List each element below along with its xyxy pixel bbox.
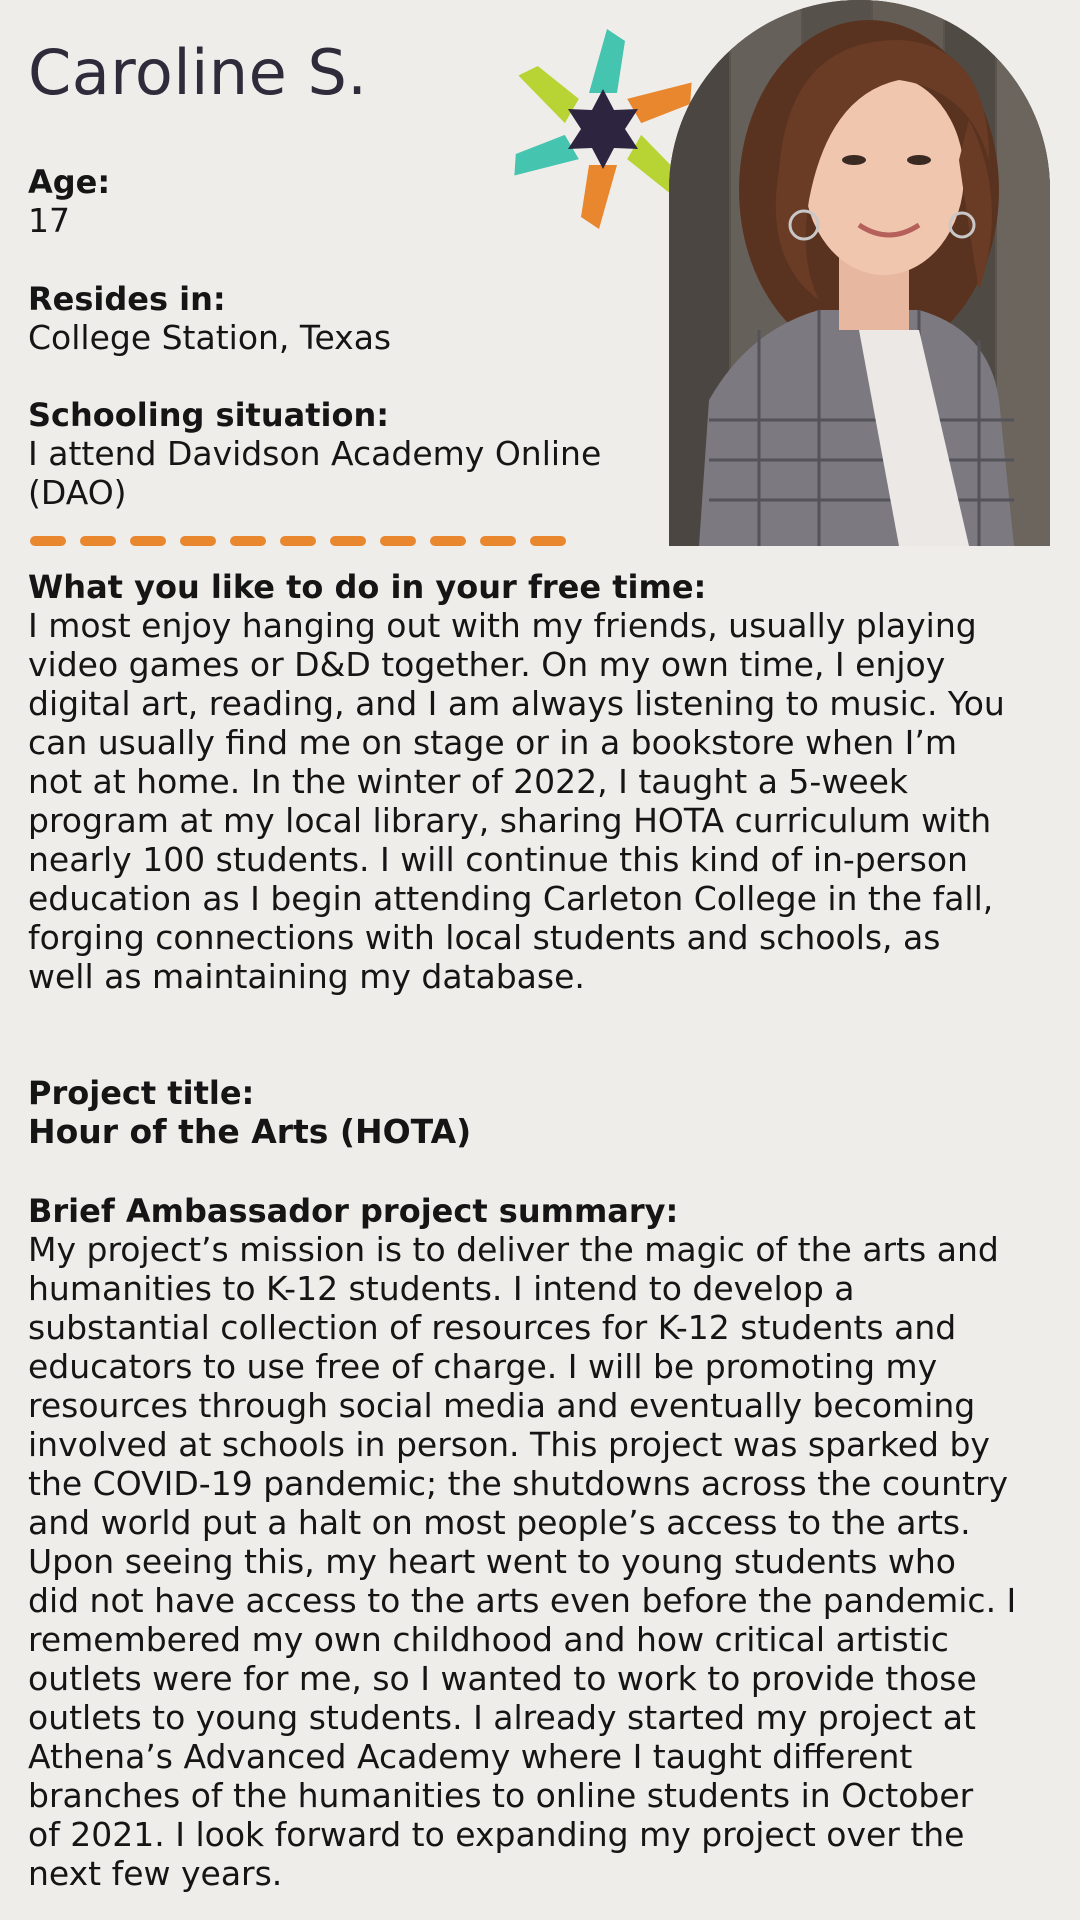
free-time-label: What you like to do in your free time:	[28, 568, 707, 606]
project-summary-label: Brief Ambassador project summary:	[28, 1192, 679, 1230]
dashed-divider	[30, 536, 575, 546]
project-summary-text: My project’s mission is to deliver the magic of the arts and humanities to K-12 students. I intend to develop a substantial collection of resources for K-12 students and educators to use free of charge. I will be promoting my resources through social media and eventually becoming involved at schools in person. This project was sparked by the COVID-19 pandemic; the shutdowns across the country and world put a halt on most people’s access to the arts. Upon seeing this, my heart went to young students who did not have access to the arts even before the pandemic. I remembered my own childhood and how critical artistic outlets were for me, so I wanted to work to provide those outlets to young students. I already started my project at Athena’s Advanced Academy where I taught different branches of the humanities to online students in October of 2021. I look forward to expanding my project over the next few years.	[28, 1230, 1017, 1893]
free-time-text: I most enjoy hanging out with my friends, usually playing video games or D&D together. On my own time, I enjoy digital art, reading, and I am always listening to music. You can usually find me on stage or in a bookstore when I’m not at home. In the winter of 2022, I taught a 5-week program at my local library, sharing HOTA curriculum with nearly 100 students. I will continue this kind of in-person education as I begin attending Carleton College in the fall, forging connections with local students and schools, as well as maintaining my database.	[28, 606, 1005, 996]
free-time-section	[28, 568, 1028, 996]
portrait-photo	[669, 0, 1050, 546]
resides-label: Resides in:	[28, 280, 226, 318]
age-value: 17	[28, 201, 70, 240]
resides-block	[28, 280, 628, 357]
resides-value: College Station, Texas	[28, 318, 392, 357]
profile-name: Caroline S.	[28, 36, 368, 109]
project-title-label: Project title:	[28, 1074, 255, 1112]
schooling-value: I attend Davidson Academy Online (DAO)	[28, 434, 602, 512]
age-block	[28, 163, 628, 240]
logo-center-star	[568, 89, 638, 169]
schooling-block	[28, 396, 608, 512]
project-title-section	[28, 1074, 1028, 1151]
schooling-label: Schooling situation:	[28, 396, 390, 434]
age-label: Age:	[28, 163, 111, 201]
project-title-value: Hour of the Arts (HOTA)	[28, 1112, 472, 1151]
project-summary-section	[28, 1192, 1028, 1893]
